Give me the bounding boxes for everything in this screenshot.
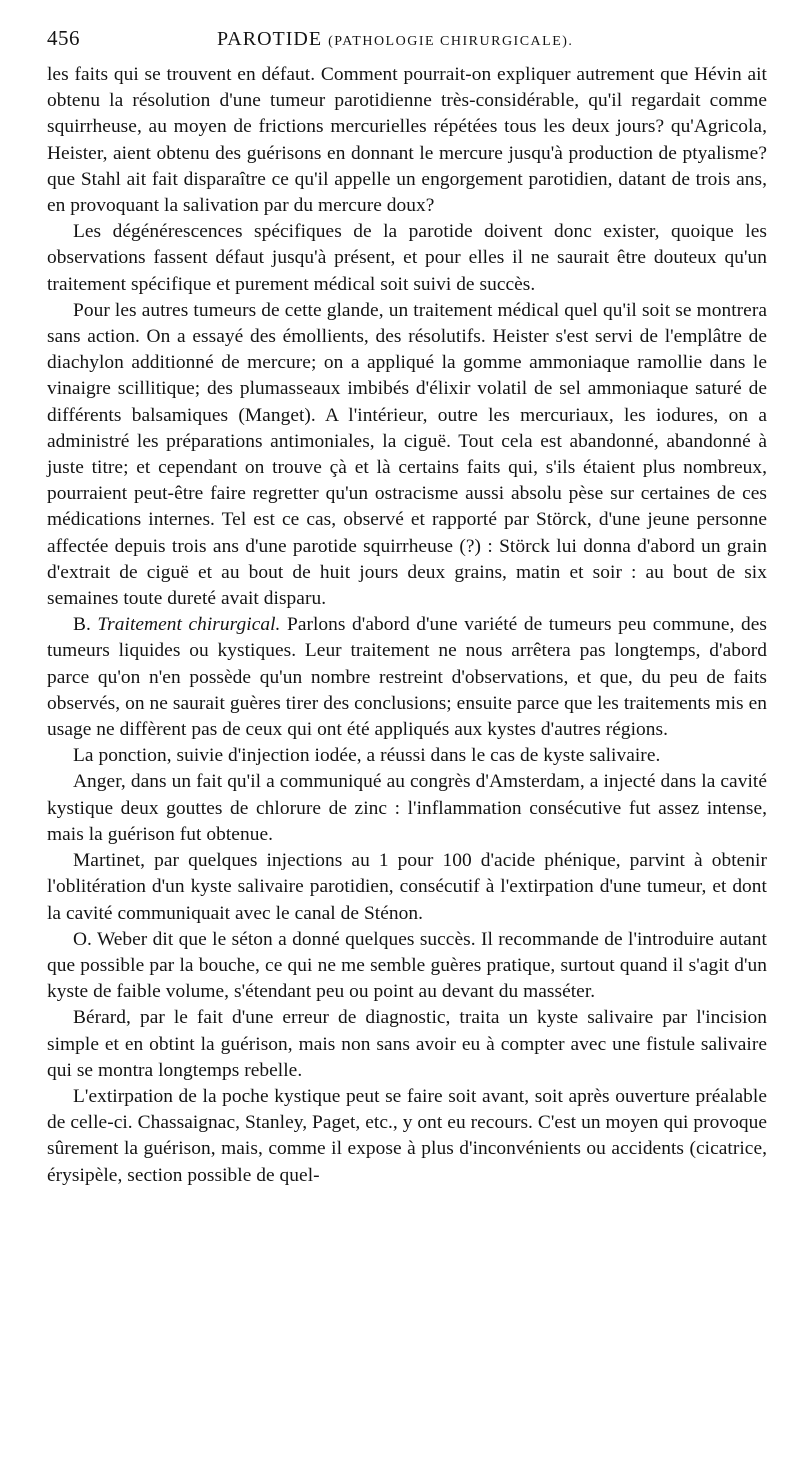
- paragraph-10: L'extirpation de la poche kystique peut se faire soit avant, soit après ouverture préalable de celle-ci. Chassaignac, Stanley, Paget, etc., y ont eu recours. C'est un moyen qui provoque sûrement la guérison, mais, comme il expose à plus d'inconvénients ou accidents (cicatrice, érysipèle, section possible de quel-: [47, 1085, 767, 1186]
- paragraph-1: les faits qui se trouvent en défaut. Comment pourrait-on expliquer autrement que Hévin ait obtenu la résolution d'une tumeur parotidienne très-considérable, qu'il regardait comme squirrheuse, au moyen de frictions mercurielles répétées tous les deux jours? qu'Agricola, Heister, aient obtenu des guérisons en donnant le mercure jusqu'à production de ptyalisme? que Stahl ait fait disparaître ce qu'il appelle un engorgement parotidien, datant de trois ans, en provoquant la salivation par du mercure doux?: [47, 64, 767, 217]
- running-header: [47, 26, 767, 62]
- paragraph-7: Martinet, par quelques injections au 1 pour 100 d'acide phénique, parvint à obtenir l'oblitération d'un kyste salivaire parotidien, consécutif à l'extirpation d'une tumeur, et dont la cavité communiquait avec le canal de Sténon.: [47, 850, 767, 924]
- paragraph-6: Anger, dans un fait qu'il a communiqué au congrès d'Amsterdam, a injecté dans la cavité kystique deux gouttes de chlorure de zinc : l'inflammation consécutive fut assez intense, mais la guérison fut obtenue.: [47, 771, 767, 845]
- paragraph-2: Les dégénérescences spécifiques de la parotide doivent donc exister, quoique les observations fassent défaut jusqu'à présent, et pour elles il ne saurait être douteux qu'un traitement spécifique et purement médical soit suivi de succès.: [47, 221, 767, 295]
- running-title-main: PAROTIDE: [217, 28, 323, 50]
- running-title-subtitle: (PATHOLOGIE CHIRURGICALE).: [328, 34, 574, 49]
- page-number: 456: [47, 26, 80, 50]
- paragraph-3: Pour les autres tumeurs de cette glande, un traitement médical quel qu'il soit se montrera sans action. On a essayé des émollients, des résolutifs. Heister s'est servi de l'emplâtre de diachylon additionné de mercure; on a appliqué la gomme ammoniaque ramollie dans le vinaigre scillitique; des plumasseaux imbibés d'élixir volatil de sel ammoniaque saturé de différents balsamiques (Manget). A l'intérieur, outre les mercuriaux, les iodures, on a administré les préparations antimoniales, la ciguë. Tout cela est abandonné, abandonné à juste titre; et cependant on trouve çà et là certains faits qui, s'ils étaient plus nombreux, pourraient peut-être faire regretter qu'un ostracisme aussi absolu pèse sur certaines de ces médications internes. Tel est ce cas, observé et rapporté par Störck, d'une jeune personne affectée depuis trois ans d'une parotide squirrheuse (?) : Störck lui donna d'abord un grain d'extrait de ciguë et au bout de huit jours deux grains, matin et soir : au bout de six semaines toute dureté avait disparu.: [47, 299, 767, 610]
- paragraph-section-b: [47, 612, 767, 743]
- paragraph-5: La ponction, suivie d'injection iodée, a réussi dans le cas de kyste salivaire.: [73, 745, 661, 767]
- paragraph-8: O. Weber dit que le séton a donné quelques succès. Il recommande de l'introduire autant que possible par la bouche, ce qui ne me semble guères pratique, surtout quand il s'agit d'un kyste de faible volume, s'étendant peu ou point au devant du masséter.: [47, 928, 767, 1003]
- running-title: [217, 28, 573, 51]
- section-b-text: Parlons d'abord d'une variété de tumeurs peu commune, des tumeurs liquides ou kystiques. Leur traitement ne nous arrêtera pas longtemps, d'abord parce qu'on n'en possède qu'un nombre restreint d'observations, et que, du peu de faits observés, on ne saurait guères tirer des conclusions; ensuite parce que les traitements mis en usage ne diffèrent pas de ceux qui ont été appliqués aux kystes d'autres régions.: [47, 614, 767, 741]
- document-page: [47, 26, 767, 1189]
- section-label: B.: [73, 614, 91, 636]
- paragraph-9: Bérard, par le fait d'une erreur de diagnostic, traita un kyste salivaire par l'incision simple et en obtint la guérison, mais non sans avoir eu à compter avec une fistule salivaire qui se montra longtemps rebelle.: [47, 1007, 767, 1081]
- body-text: [47, 62, 767, 1189]
- section-heading: Traitement chirurgical.: [97, 614, 281, 636]
